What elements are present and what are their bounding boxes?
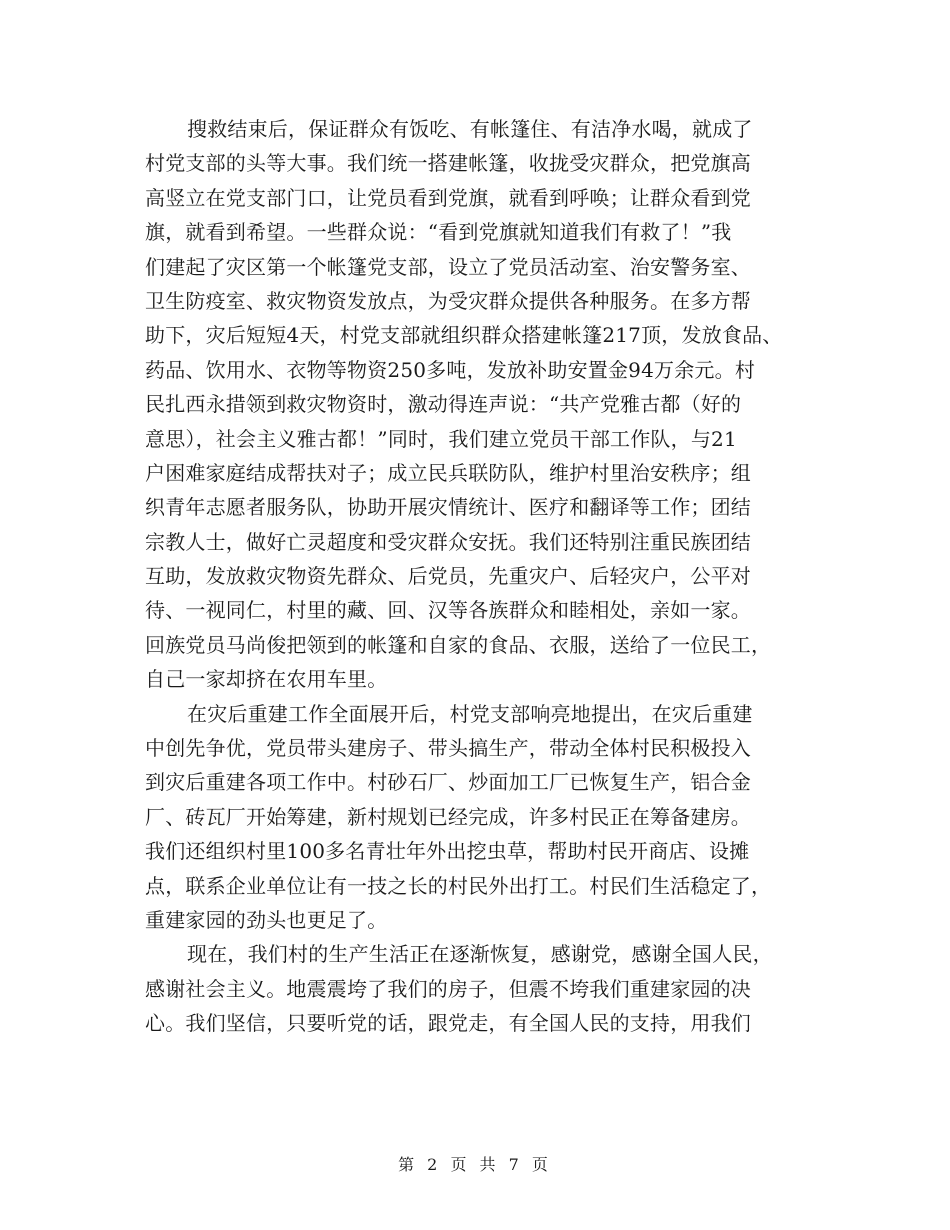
text-line: 旗，就看到希望。一些群众说：“看到党旗就知道我们有救了！”我 xyxy=(145,220,732,245)
text-line: 搜救结束后，保证群众有饭吃、有帐篷住、有洁净水喝，就成了 xyxy=(187,117,753,141)
text-line: 在灾后重建工作全面展开后，村党支部响亮地提出，在灾后重建 xyxy=(187,701,753,726)
text-line: 们建起了灾区第一个帐篷党支部，设立了党员活动室、治安警务室、 xyxy=(145,254,751,279)
paragraph xyxy=(145,697,825,938)
text-line: 心。我们坚信，只要听党的话，跟党走，有全国人民的支持，用我们 xyxy=(145,1011,751,1036)
text-line: 现在，我们村的生产生活正在逐渐恢复，感谢党，感谢全国人民， xyxy=(187,942,773,967)
text-line: 高竖立在党支部门口，让党员看到党旗，就看到呼唤；让群众看到党 xyxy=(145,185,751,210)
text-line: 意思），社会主义雅古都！”同时，我们建立党员干部工作队，与21 xyxy=(145,426,737,451)
text-line: 宗教人士，做好亡灵超度和受灾群众安抚。我们还特别注重民族团结 xyxy=(145,529,751,554)
text-line: 厂、砖瓦厂开始筹建，新村规划已经完成，许多村民正在筹备建房。 xyxy=(145,804,751,829)
document-body xyxy=(145,112,825,1041)
text-line: 民扎西永措领到救灾物资时，激动得连声说：“共产党雅古都（好的 xyxy=(145,392,742,417)
text-line: 助下，灾后短短4天，村党支部就组织群众搭建帐篷217顶，发放食品、 xyxy=(145,323,783,348)
text-line: 村党支部的头等大事。我们统一搭建帐篷，收拢受灾群众，把党旗高 xyxy=(145,151,751,176)
text-line: 织青年志愿者服务队，协助开展灾情统计、医疗和翻译等工作；团结 xyxy=(145,495,751,520)
text-line: 重建家园的劲头也更足了。 xyxy=(145,907,388,932)
text-line: 中创先争优，党员带头建房子、带头搞生产，带动全体村民积极投入 xyxy=(145,736,751,761)
paragraph xyxy=(145,112,825,697)
text-line: 感谢社会主义。地震震垮了我们的房子，但震不垮我们重建家园的决 xyxy=(145,976,751,1001)
text-line: 卫生防疫室、救灾物资发放点，为受灾群众提供各种服务。在多方帮 xyxy=(145,288,751,313)
text-line: 点，联系企业单位让有一技之长的村民外出打工。村民们生活稳定了， xyxy=(145,873,772,898)
text-line: 自己一家却挤在农用车里。 xyxy=(145,667,388,692)
text-line: 药品、饮用水、衣物等物资250多吨，发放补助安置金94万余元。村 xyxy=(145,357,756,382)
text-line: 待、一视同仁，村里的藏、回、汉等各族群众和睦相处，亲如一家。 xyxy=(145,598,751,623)
page-footer: 第 2 页 共 7 页 xyxy=(398,1155,552,1174)
text-line: 户困难家庭结成帮扶对子；成立民兵联防队，维护村里治安秩序；组 xyxy=(145,460,751,485)
paragraph xyxy=(145,937,825,1040)
text-line: 到灾后重建各项工作中。村砂石厂、炒面加工厂已恢复生产，铝合金 xyxy=(145,770,751,795)
text-line: 回族党员马尚俊把领到的帐篷和自家的食品、衣服，送给了一位民工， xyxy=(145,632,772,657)
text-line: 互助，发放救灾物资先群众、后党员，先重灾户、后轻灾户，公平对 xyxy=(145,564,751,589)
text-line: 我们还组织村里100多名青壮年外出挖虫草，帮助村民开商店、设摊 xyxy=(145,839,750,864)
